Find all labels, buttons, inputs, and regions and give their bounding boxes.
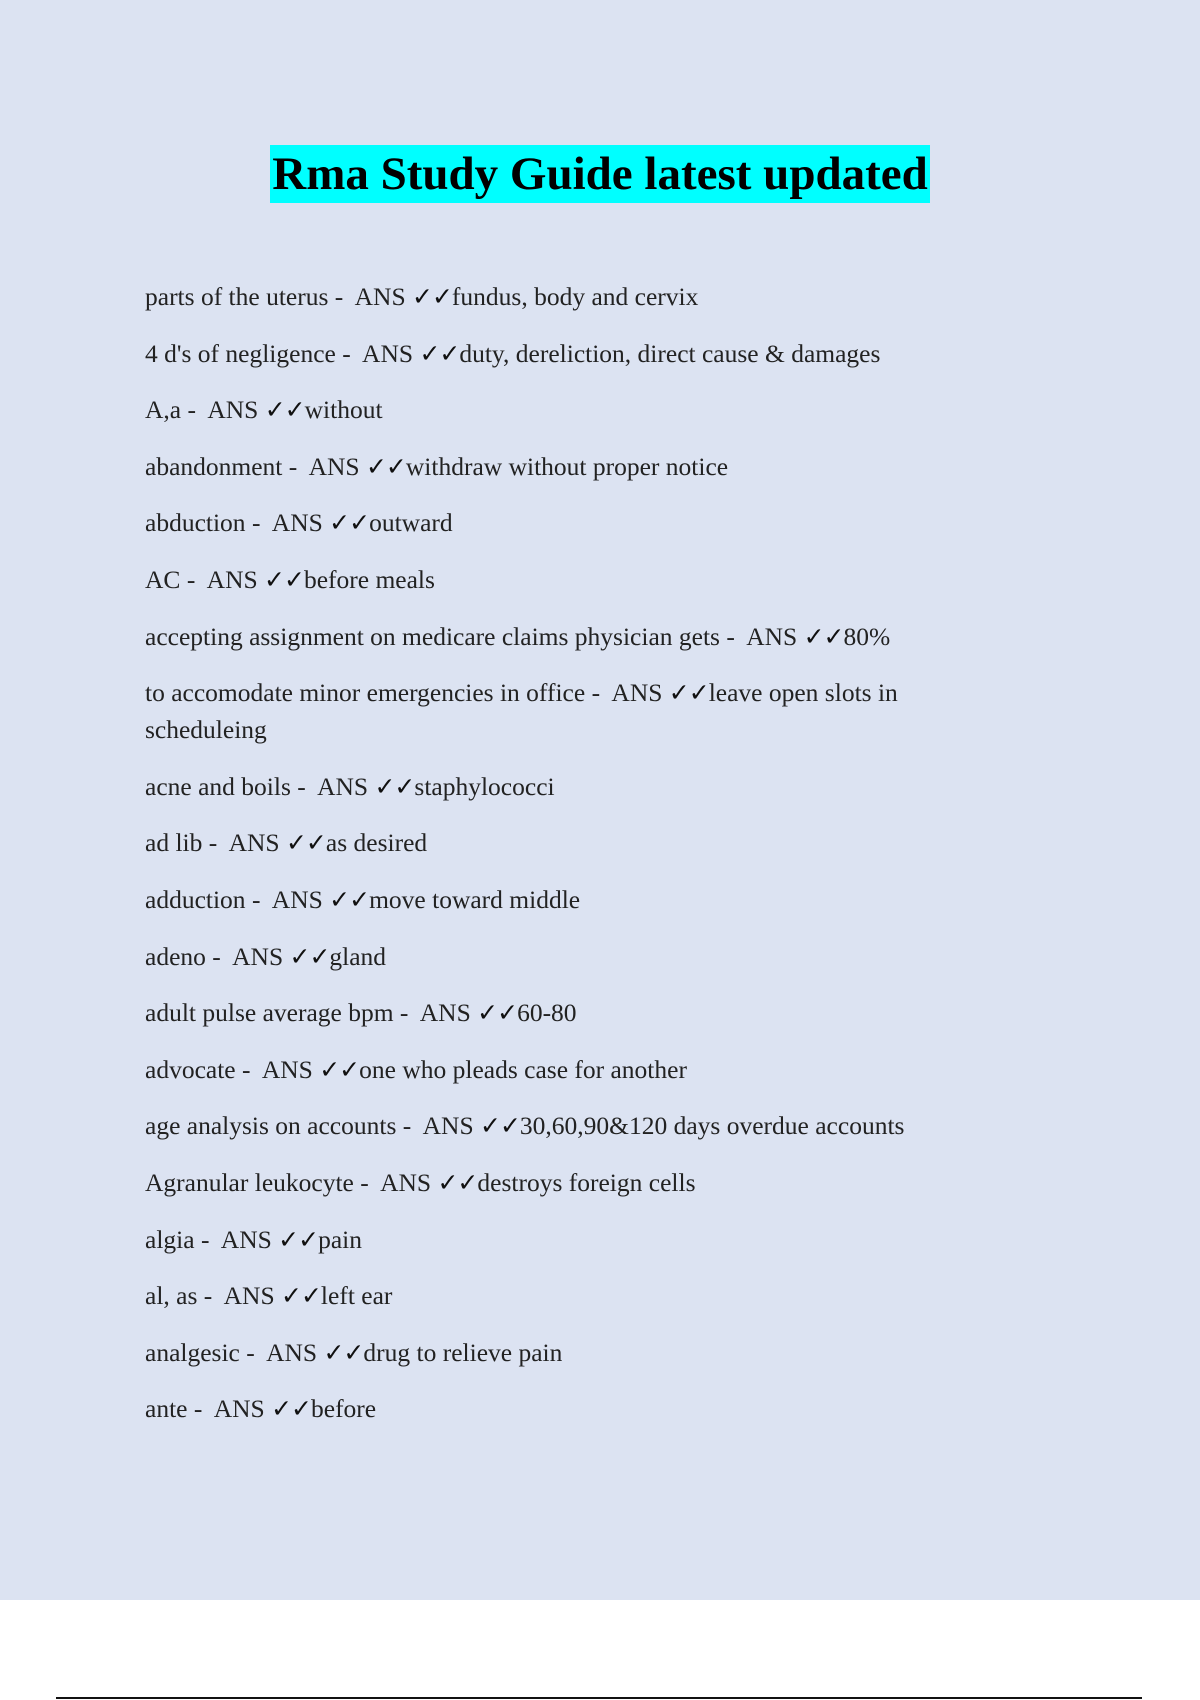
answer-prefix: ANS (419, 998, 471, 1028)
entry-answer: gland (329, 941, 387, 971)
entry-separator: - (353, 1167, 381, 1197)
double-check-icon: ✓✓ (264, 395, 305, 425)
entry-separator: - (239, 1337, 267, 1367)
entry-separator: - (290, 771, 318, 801)
entry-answer: drug to relieve pain (363, 1337, 563, 1367)
study-entry (145, 824, 1005, 861)
entry-answer: destroys foreign cells (477, 1167, 696, 1197)
entry-term: ante (145, 1394, 188, 1424)
entry-term: abandonment (145, 451, 283, 481)
study-entry (145, 768, 1005, 805)
answer-prefix: ANS (228, 828, 280, 858)
study-entry (145, 448, 1005, 485)
answer-prefix: ANS (611, 678, 663, 708)
entry-term: age analysis on accounts (145, 1111, 397, 1141)
double-check-icon: ✓✓ (278, 1224, 319, 1254)
entry-term: acne and boils (145, 771, 291, 801)
document-title: Rma Study Guide latest updated (270, 145, 930, 203)
double-check-icon: ✓✓ (668, 678, 709, 708)
entry-separator: - (245, 884, 272, 914)
entry-separator: - (202, 828, 229, 858)
double-check-icon: ✓✓ (477, 998, 518, 1028)
double-check-icon: ✓✓ (289, 941, 330, 971)
entry-term: AC (145, 564, 181, 594)
answer-prefix: ANS (380, 1167, 432, 1197)
answer-prefix: ANS (317, 771, 369, 801)
entry-answer: 80% (843, 621, 891, 651)
entry-term: ad lib (145, 828, 203, 858)
study-entry (145, 1334, 1005, 1371)
entry-answer: outward (369, 508, 453, 538)
entry-term: adeno (145, 941, 206, 971)
double-check-icon: ✓✓ (437, 1167, 478, 1197)
double-check-icon: ✓✓ (271, 1394, 311, 1424)
study-entry (145, 674, 1005, 748)
entry-answer: duty, dereliction, direct cause & damages (459, 338, 881, 368)
entry-separator: - (194, 1224, 221, 1254)
double-check-icon: ✓✓ (264, 564, 304, 594)
study-entry (145, 278, 1005, 315)
entry-answer: one who pleads case for another (359, 1054, 687, 1084)
study-entry (145, 1051, 1005, 1088)
entry-answer: 30,60,90&120 days overdue accounts (519, 1111, 905, 1141)
entry-term: adult pulse average bpm (145, 998, 394, 1028)
entry-answer: fundus, body and cervix (451, 282, 699, 311)
footer-divider (56, 1697, 1142, 1699)
study-entry (145, 504, 1005, 541)
entry-separator: - (282, 451, 309, 481)
study-entry (145, 1277, 1005, 1314)
answer-prefix: ANS (220, 1224, 272, 1254)
entry-term: 4 d's of negligence (145, 338, 336, 368)
entry-term: A,a (145, 395, 182, 425)
answer-prefix: ANS (362, 338, 414, 368)
double-check-icon: ✓✓ (319, 1054, 360, 1084)
entry-term: al, as (145, 1281, 198, 1311)
entry-answer: staphylococci (414, 771, 555, 801)
entry-answer: withdraw without proper notice (405, 451, 729, 481)
double-check-icon: ✓✓ (323, 1337, 364, 1367)
answer-prefix: ANS (206, 564, 258, 594)
entry-separator: - (187, 1394, 214, 1424)
entry-answer: before meals (303, 564, 435, 594)
study-entry (145, 938, 1005, 975)
answer-prefix: ANS (308, 451, 360, 481)
entry-separator: - (235, 1054, 262, 1084)
entry-term: to accomodate minor emergencies in office (145, 678, 586, 708)
entry-answer: leave open slots in scheduleing (145, 678, 898, 745)
study-entry (145, 1164, 1005, 1201)
entry-separator: - (393, 998, 420, 1028)
answer-prefix: ANS (271, 884, 323, 914)
answer-prefix: ANS (266, 1337, 318, 1367)
double-check-icon: ✓✓ (285, 828, 326, 858)
entry-answer: before (311, 1394, 377, 1424)
double-check-icon: ✓✓ (365, 451, 406, 481)
double-check-icon: ✓✓ (281, 1281, 321, 1311)
entry-separator: - (181, 395, 208, 425)
entry-answer: pain (318, 1224, 362, 1254)
double-check-icon: ✓✓ (374, 771, 415, 801)
title-container (0, 145, 1200, 203)
entry-answer: 60-80 (517, 998, 577, 1028)
entry-term: parts of the uterus (145, 282, 329, 311)
entry-separator: - (245, 508, 272, 538)
study-entry (145, 391, 1005, 428)
entry-separator: - (328, 282, 355, 311)
answer-prefix: ANS (261, 1054, 313, 1084)
study-entry (145, 881, 1005, 918)
entry-term: abduction (145, 508, 246, 538)
double-check-icon: ✓✓ (480, 1111, 520, 1141)
entry-separator: - (719, 621, 747, 651)
double-check-icon: ✓✓ (329, 884, 370, 914)
study-entry (145, 1221, 1005, 1258)
entry-answer: without (304, 395, 383, 425)
answer-prefix: ANS (271, 508, 323, 538)
entry-term: advocate (145, 1054, 236, 1084)
study-entry (145, 1390, 1005, 1427)
double-check-icon: ✓✓ (803, 621, 844, 651)
answer-prefix: ANS (746, 621, 798, 651)
entry-term: analgesic (145, 1337, 240, 1367)
double-check-icon: ✓✓ (419, 338, 460, 368)
answer-prefix: ANS (354, 282, 406, 311)
double-check-icon: ✓✓ (329, 508, 370, 538)
entry-separator: - (180, 564, 207, 594)
entry-separator: - (205, 941, 233, 971)
entry-separator: - (585, 678, 612, 708)
study-entry (145, 994, 1005, 1031)
entry-answer: move toward middle (369, 884, 581, 914)
entry-separator: - (396, 1111, 423, 1141)
entry-term: Agranular leukocyte (145, 1167, 354, 1197)
entry-answer: left ear (320, 1281, 393, 1311)
study-entry (145, 618, 1005, 655)
entry-answer: as desired (325, 828, 428, 858)
entry-term: adduction (145, 884, 246, 914)
entry-separator: - (335, 338, 363, 368)
answer-prefix: ANS (213, 1394, 265, 1424)
answer-prefix: ANS (207, 395, 259, 425)
entry-term: accepting assignment on medicare claims physician gets (145, 621, 720, 651)
study-entry (145, 561, 1005, 598)
answer-prefix: ANS (232, 941, 284, 971)
answer-prefix: ANS (223, 1281, 275, 1311)
entry-separator: - (197, 1281, 224, 1311)
flashcard-list (145, 278, 1005, 1447)
study-entry (145, 1107, 1005, 1144)
answer-prefix: ANS (422, 1111, 474, 1141)
study-entry (145, 335, 1005, 372)
entry-term: algia (145, 1224, 195, 1254)
double-check-icon: ✓✓ (412, 282, 452, 311)
